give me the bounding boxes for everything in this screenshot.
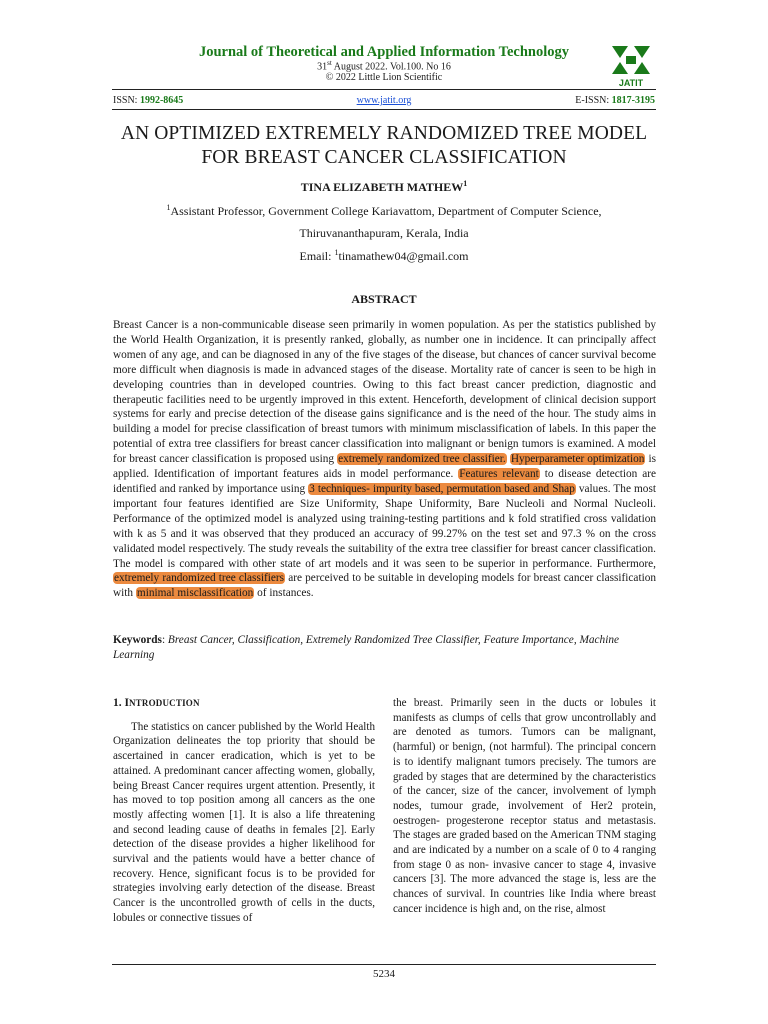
abstract-text-6: are perceived to be suitable in developing models for breast cancer classification with [113,572,657,600]
keywords-label: Keywords [113,634,162,646]
journal-logo-icon [606,40,654,90]
keywords [113,633,656,663]
abstract-body [113,318,656,601]
section-heading-introduction [113,696,375,711]
paper-title [90,122,678,170]
highlight-2: Hyperparameter optimization [510,453,645,466]
paper-title-line2: FOR BREAST CANCER CLASSIFICATION [201,147,567,168]
author-sup: 1 [463,179,468,188]
header-rule-top [112,89,656,90]
highlight-1: extremely randomized tree classifier. [338,453,506,466]
footer-rule [112,964,656,965]
keywords-list: Breast Cancer, Classification, Extremely Randomized Tree Classifier, Feature Importance, Machine Learning [113,634,619,661]
author-name [0,179,768,195]
issn-label: ISSN: [113,95,140,106]
journal-url-link[interactable]: www.jatit.org [356,95,412,106]
author-email [0,248,768,264]
abstract-heading: ABSTRACT [351,292,417,306]
issue-day: 31 [317,61,328,73]
affiliation-sup: 1 [166,203,171,212]
email-sup: 1 [334,248,339,257]
highlight-5: extremely randomized tree classifiers [114,572,285,585]
section-heading-number: 1. I [113,697,129,709]
abstract-text-4: to disease detection are identified and ranked by importance using [113,468,656,495]
journal-title: Journal of Theoretical and Applied Information Technology [198,44,570,60]
affiliation-line1 [0,203,768,219]
affiliation-line2: Thiruvananthapuram, Kerala, India [299,226,469,240]
intro-paragraph-left: The statistics on cancer published by the World Health Organization delineates the top priority that should be ascertained in cancer eradication, which is yet to be attained. A predominant cancer affecting women, globally, being Breast Cancer requires urgent attention. Presently, it has moved to top position among all cancers as the one mostly affecting women [1]. It is also a life threatening and second leading cause of deaths in females [2]. Early detection of the disease provides a higher likelihood for survival and the patients would have a better chance of recovery. Hence, significant focus is to be provided for strategies involving early detection of the disease. Breast Cancer is the uncontrolled growth of cells in the ducts, lobules or connective tissues of [113,720,375,924]
abstract-text-5: values. The most important four features identified are Size Uniformity, Shape Uniformity, Bare Nucleoli and Normal Nucleoli. Performance of the optimized model is analyzed using training-testing partitions and k fold stratified cross validation with k as 5 and it was observed that they produced an accuracy of 99.27% on the test set and 97.3 % on the cross validated model respectively. The study reveals the suitability of the extra tree classifier for breast cancer classification. The model is compared with other state of art models and it was seen to be superior in performance. Furthermore, [113,482,656,570]
author-text: TINA ELIZABETH MATHEW [300,180,464,194]
eissn [575,95,655,106]
paper-title-line1: AN OPTIMIZED EXTREMELY RANDOMIZED TREE MODEL [120,123,648,144]
abstract-text-7: of instances. [254,587,314,600]
column-left [113,696,375,926]
email-address: tinamathew04@gmail.com [338,249,469,263]
abstract-text-1: Breast Cancer is a non-communicable disease seen primarily in women population. As per the statistics published by the World Health Organization, it is presently ranked, globally, as number one in incidence. It can principally affect women of any age, and can be diagnosed in any of the five stages of the disease, but chances of cancer survival become more difficult when diagnosis is made in advanced stages of the disease. Mortality rate of cancer is seen to be high in developing countries than in developed countries. Owing to this fact breast cancer prediction, diagnostic and therapeutic facilities need to be urgently improved in this extent. Henceforth, development of clinical decision support systems for early and precise detection of the disease gains significance and is the need of the hour. The study aims in building a model for precise classification of breast tumors with minimum misclassification of labels. In this paper the potential of extra tree classifiers for breast cancer classification into malignant or benign tumors is examined. A model for breast cancer classification is proposed using [113,319,656,466]
highlight-4: 3 techniques- impurity based, permutation based and Shap [309,482,575,495]
section-heading-rest: NTRODUCTION [128,698,200,708]
highlight-6: minimal misclassification [136,587,254,600]
issue-day-suffix: st [327,59,332,67]
header-rule-bottom [112,109,656,110]
affiliation-text: Assistant Professor, Government College Kariavattom, Department of Computer Science, [170,204,602,218]
eissn-label: E-ISSN: [575,95,612,106]
intro-paragraph-right: the breast. Primarily seen in the ducts or lobules it manifests as clumps of cells that grow uncontrollably and are denoted as tumors. Tumors can be malignant, (harmful) or benign, (not harmful). The principal concern is to identify malignant tumors precisely. The tumors are graded by stages that are determined by the characteristics of the cancer, size of the cancer, involvement of lymph nodes, tumour grade, involvement of Her2 protein, oestrogen- progesterone receptor status and metastasis. The stages are graded based on the American TNM staging and are indicated by a number on a scale of 0 to 4 ranging from stage 0 as non- invasive cancer to stage 4, invasive cancers [3]. The more advanced the stage is, less are the chances of survival. In countries like India where breast cancer incidence is high and, on the rise, almost [393,697,656,915]
issue-details: August 2022. Vol.100. No 16 [331,61,451,73]
email-label: Email: [299,249,335,263]
logo-text: JATIT [618,78,644,88]
issn-value: 1992-8645 [139,95,184,106]
highlight-3: Features relevant [459,468,539,481]
keywords-separator: : [161,634,168,646]
eissn-value: 1817-3195 [611,95,655,106]
copyright-line: © 2022 Little Lion Scientific [325,72,443,83]
abstract-text-3: is applied. Identification of important features aids in model performance. [113,453,656,481]
column-right [393,696,656,917]
page-number: 5234 [373,968,395,980]
